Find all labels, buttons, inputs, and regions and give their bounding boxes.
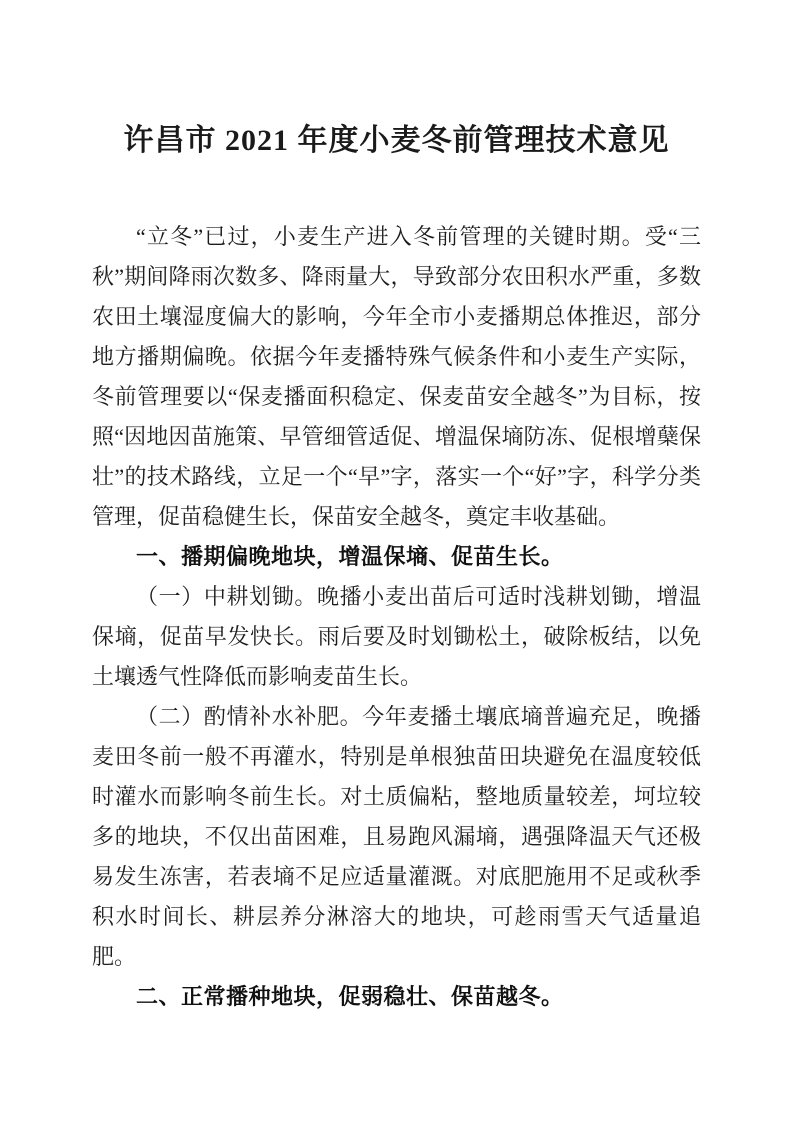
section-heading-1: 一、播期偏晚地块，增温保墒、促苗生长。 <box>136 544 564 569</box>
document-title: 许昌市 2021 年度小麦冬前管理技术意见 <box>123 124 670 157</box>
paragraph-intro: “立冬”已过，小麦生产进入冬前管理的关键时期。受“三秋”期间降雨次数多、降雨量大，导致部分农田积水严重，多数农田土壤湿度偏大的影响，今年全市小麦播期总体推迟，部分地方播期偏晚。依据今年麦播特殊气候条件和小麦生产实际，冬前管理要以“保麦播面积稳定、保麦苗安全越冬”为目标，按照“因地因苗施策、早管细管适促、增温保墒防冻、促根增蘖保壮”的技术路线，立足一个“早”字，落实一个“好”字，科学分类管理，促苗稳健生长，保苗安全越冬，奠定丰收基础。 <box>92 224 701 529</box>
paragraph-section1-item2: （二）酌情补水补肥。今年麦播土壤底墒普遍充足，晚播麦田冬前一般不再灌水，特别是单根独苗田块避免在温度较低时灌水而影响冬前生长。对土质偏粘，整地质量较差，坷垃较多的地块，不仅出苗困难，且易跑风漏墒，遇强降温天气还极易发生冻害，若表墒不足应适量灌溉。对底肥施用不足或秋季积水时间长、耕层养分淋溶大的地块，可趁雨雪天气适量追肥。 <box>92 704 701 969</box>
paragraph-section1-item1: （一）中耕划锄。晚播小麦出苗后可适时浅耕划锄，增温保墒，促苗早发快长。雨后要及时划锄松土，破除板结，以免土壤透气性降低而影响麦苗生长。 <box>92 584 701 689</box>
document-body <box>92 217 701 1017</box>
section-heading-2: 二、正常播种地块，促弱稳壮、保苗越冬。 <box>136 984 564 1009</box>
